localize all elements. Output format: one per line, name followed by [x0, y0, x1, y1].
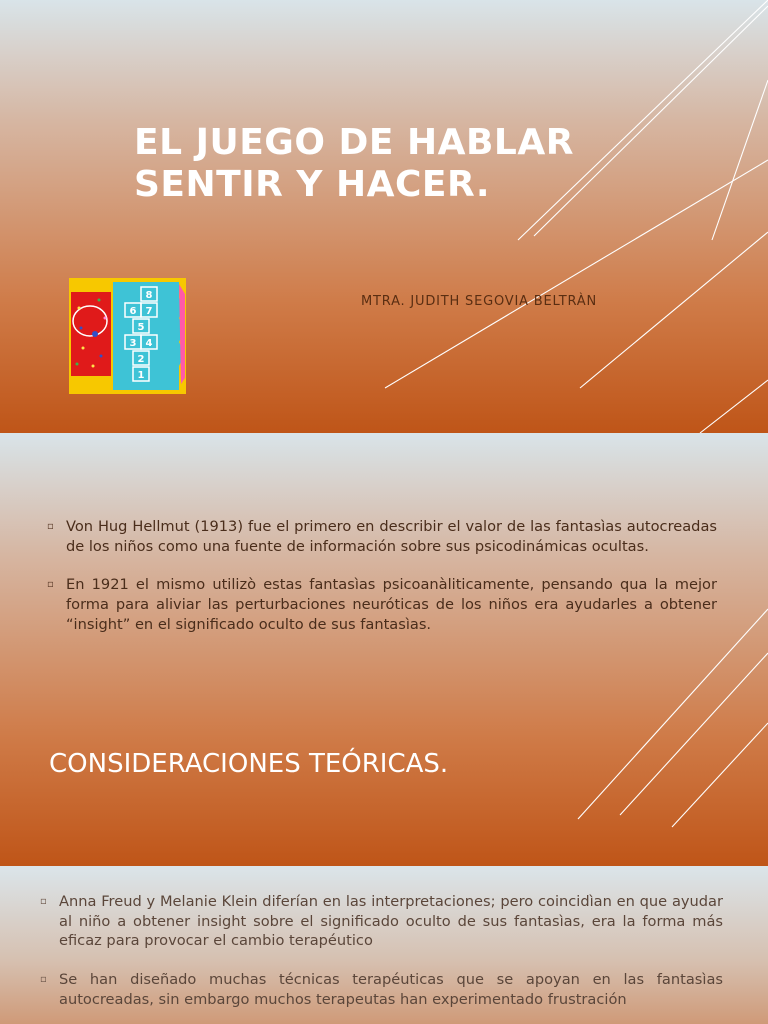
title-line-2: SENTIR Y HACER. — [134, 164, 491, 205]
hopscotch-number: 8 — [145, 290, 153, 301]
list-item — [40, 970, 723, 1009]
author-name: MTRA. JUDITH SEGOVIA BELTRÀN — [361, 294, 597, 309]
bullet-icon: ▫ — [47, 579, 54, 591]
hopscotch-image — [69, 278, 186, 394]
content-slide-1 — [0, 433, 768, 866]
hopscotch-number: 3 — [129, 338, 137, 349]
presentation-title — [134, 122, 594, 206]
hopscotch-number: 2 — [137, 354, 145, 365]
bullet-list — [40, 892, 723, 1024]
bullet-list — [47, 517, 717, 654]
bullet-text: En 1921 el mismo utilizò estas fantasìas psicoanàliticamente, pensando qua la mejor forma para aliviar las perturbaciones neuróticas de los niños era ayudarles a obtener “insight” en el significado oculto de sus fantasìas. — [66, 576, 717, 633]
hopscotch-number: 7 — [145, 306, 153, 317]
bullet-icon: ▫ — [40, 896, 47, 907]
hopscotch-number: 5 — [137, 322, 145, 333]
title-line-1: EL JUEGO DE HABLAR — [134, 122, 574, 163]
list-item — [47, 517, 717, 556]
content-slide-2 — [0, 866, 768, 1024]
bullet-icon: ▫ — [40, 974, 47, 986]
title-slide — [0, 0, 768, 433]
bullet-text: Von Hug Hellmut (1913) fue el primero en describir el valor de las fantasìas autocreadas de los niños como una fuente de información sobre sus psicodinámicas ocultas. — [66, 518, 717, 555]
hopscotch-number: 1 — [137, 370, 145, 381]
bullet-text: Se han diseñado muchas técnicas terapéuticas que se apoyan en las fantasìas autocreadas, sin embargo muchos terapeutas han experimentado frustración — [59, 971, 723, 1008]
bullet-icon: ▫ — [47, 521, 54, 532]
list-item — [40, 892, 723, 951]
hopscotch-number: 4 — [145, 338, 153, 349]
bullet-text: Anna Freud y Melanie Klein diferían en las interpretaciones; pero coincidìan en que ayudar al niño a obtener insight sobre el significado oculto de sus fantasìas, era la forma más eficaz para provocar el cambio terapéutico — [59, 893, 723, 950]
list-item — [47, 575, 717, 634]
section-heading: CONSIDERACIONES TEÓRICAS. — [49, 749, 449, 779]
hopscotch-number: 6 — [129, 306, 137, 317]
